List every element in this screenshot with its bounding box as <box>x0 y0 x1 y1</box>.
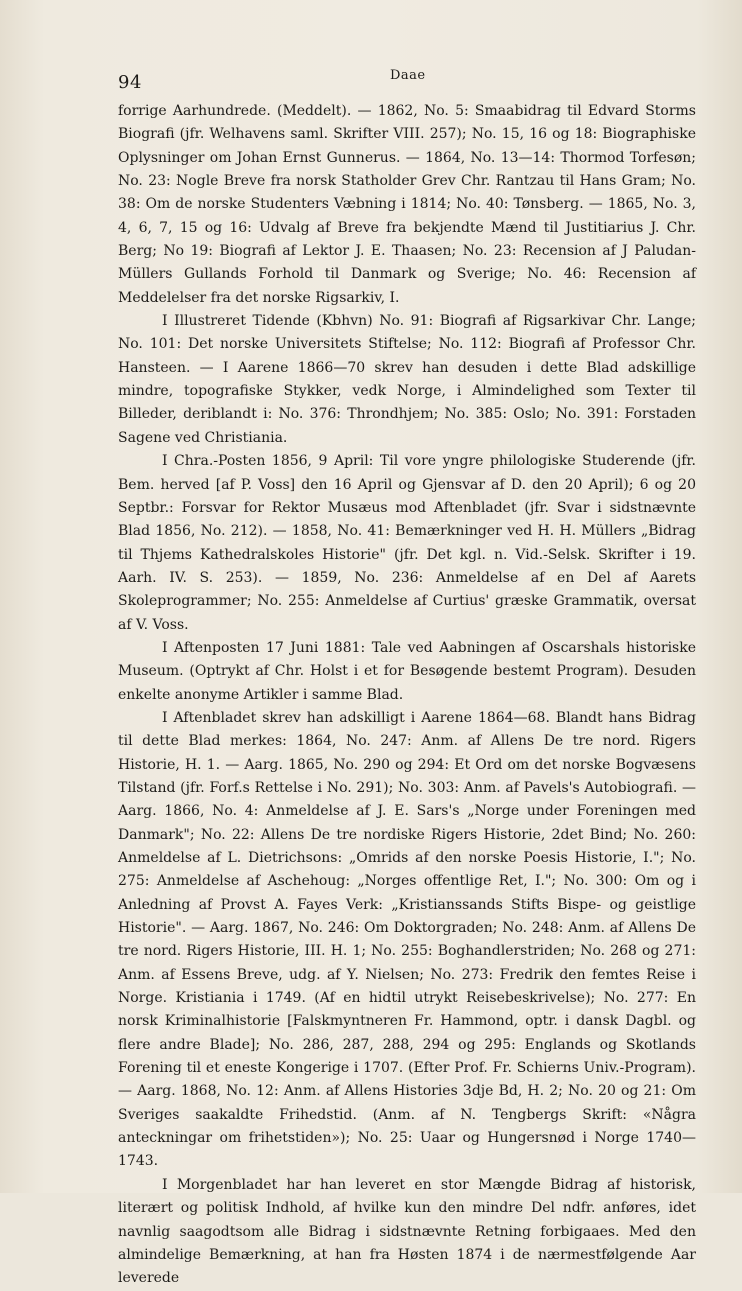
page-number: 94 <box>118 72 142 93</box>
paragraph-morgenbladet: I Morgenbladet har han leveret en stor Mængde Bidrag af historisk, literært og politisk Indhold, af hvilke kun den mindre Del ndfr. anføres, idet navnlig saagodtsom alle Bidrag i sidstnævnte Retning forbigaaes. Med den almindelige Bemærkning, at han fra Høsten 1874 i de nærmestfølgende Aar leverede <box>118 1176 696 1287</box>
paragraph-illustreret-tidende: I Illustreret Tidende (Kbhvn) No. 91: Biografi af Rigsarkivar Chr. Lange; No. 101: Det norske Universitets Stiftelse; No. 112: Biografi af Professor Chr. Hansteen. — I Aarene 1866—70 skrev han desuden i dette Blad adskillige mindre, topografiske Stykker, vedk Norge, i Almindelighed som Texter til Billeder, deriblandt i: No. 376: Throndhjem; No. 385: Oslo; No. 391: Forstaden Sagene ved Christiania. <box>118 313 696 446</box>
paragraph-aftenbladet: I Aftenbladet skrev han adskilligt i Aarene 1864—68. Blandt hans Bidrag til dette Blad merkes: 1864, No. 247: Anm. af Allens De tre nord. Rigers Historie, H. 1. — Aarg. 1865, No. 290 og 294: Et Ord om det norske Bogvæsens Tilstand (jfr. Forf.s Rettelse i No. 291); No. 303: Anm. af Pavels's Autobiografi. — Aarg. 1866, No. 4: Anmeldelse af J. E. Sars's „Norge under Foreningen med Danmark"; No. 22: Allens De tre nordiske Rigers Historie, 2det Bind; No. 260: Anmeldelse af L. Dietrichsons: „Omrids af den norske Poesis Historie, I."; No. 275: Anmeldelse af Aschehoug: „Norges offentlige Ret, I."; No. 300: Om og i Anledning af Provst A. Fayes Verk: „Kristianssands Stifts Bispe- og geistlige Historie". — Aarg. 1867, No. 246: Om Doktorgraden; No. 248: Anm. af Allens De tre nord. Rigers Historie, III. H. 1; No. 255: Boghandlerstriden; No. 268 og 271: Anm. af Essens Breve, udg. af Y. Nielsen; No. 273: Fredrik den femtes Reise i Norge. Kristiania i 1749. (Af en hidtil utrykt Reisebeskrivelse); No. 277: En norsk Kriminalhistorie [Falskmyntneren Fr. Hammond, optr. i dansk Dagbl. og flere andre Blade]; No. 286, 287, 288, 294 og 295: Englands og Skotlands Forening til et eneste Kongerige i 1707. (Efter Prof. Fr. Schierns Univ.-Program). — Aarg. 1868, No. 12: Anm. af Allens Histories 3dje Bd, H. 2; No. 20 og 21: Om Sveriges saakaldte Frihedstid. (Anm. af N. Tengbergs Skrift: «Några anteckningar om frihetstiden»); No. 25: Uaar og Hungersnød i Norge 1740—1743. <box>118 709 696 1170</box>
paragraph-meddelt-continuation: forrige Aarhundrede. (Meddelt). — 1862, No. 5: Smaabidrag til Edvard Storms Biografi (jfr. Welhavens saml. Skrifter VIII. 257); No. 15, 16 og 18: Biographiske Oplysninger om Johan Ernst Gunnerus. — 1864, No. 13—14: Thormod Torfesøn; No. 23: Nogle Breve fra norsk Statholder Grev Chr. Rantzau til Hans Gram; No. 38: Om de norske Studenters Væbning i 1814; No. 40: Tønsberg. — 1865, No. 3, 4, 6, 7, 15 og 16: Udvalg af Breve fra bekjendte Mænd til Justitiarius J. Chr. Berg; No 19: Biografi af Lektor J. E. Thaasen; No. 23: Recension af J Paludan-Müllers Gullands Forhold til Danmark og Sverige; No. 46: Recension af Meddelelser fra det norske Rigsarkiv, I. <box>118 103 696 306</box>
paragraph-aftenposten: I Aftenposten 17 Juni 1881: Tale ved Aabningen af Oscarshals historiske Museum. (Optrykt af Chr. Holst i et for Besøgende bestemt Program). Desuden enkelte anonyme Artikler i samme Blad. <box>118 639 696 703</box>
running-head: Daae <box>390 68 426 83</box>
page-header <box>118 64 666 93</box>
body-text <box>118 100 696 1291</box>
paragraph-chra-posten: I Chra.-Posten 1856, 9 April: Til vore yngre philologiske Studerende (jfr. Bem. herved [af P. Voss] den 16 April og Gjensvar af D. den 20 April); 6 og 20 Septbr.: Forsvar for Rektor Musæus mod Aftenbladet (jfr. Svar i sidstnævnte Blad 1856, No. 212). — 1858, No. 41: Bemærkninger ved H. H. Müllers „Bidrag til Thjems Kathedralskoles Historie" (jfr. Det kgl. n. Vid.-Selsk. Skrifter i 19. Aarh. IV. S. 253). — 1859, No. 236: Anmeldelse af en Del af Aarets Skoleprogrammer; No. 255: Anmeldelse af Curtius' græske Grammatik, oversat af V. Voss. <box>118 453 696 633</box>
